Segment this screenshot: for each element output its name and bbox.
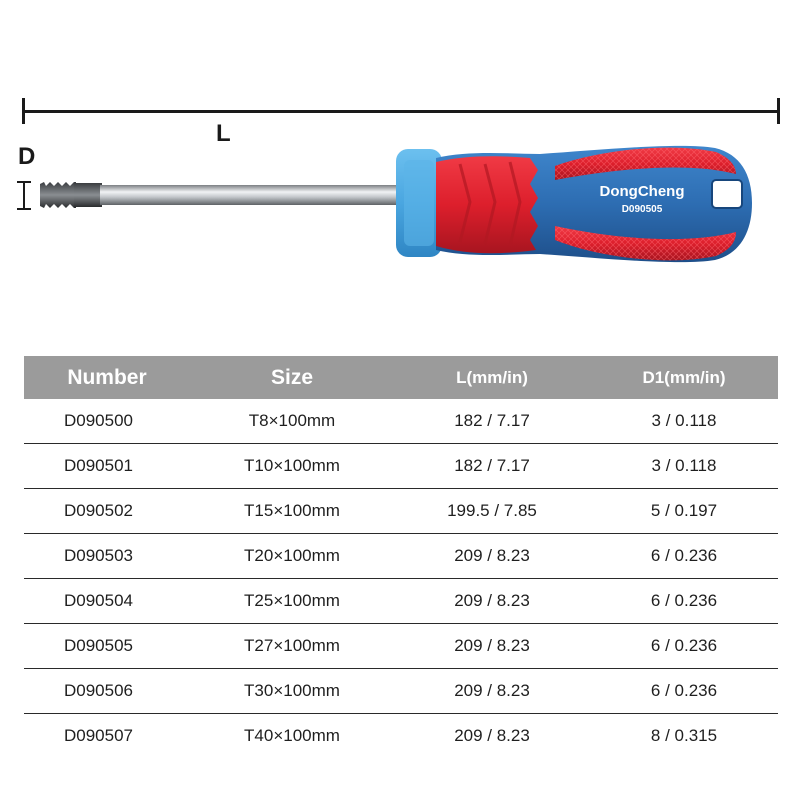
table-row — [24, 444, 778, 489]
diameter-dimension-cap-bottom — [17, 208, 31, 210]
shaft — [100, 185, 402, 205]
cell-size: T10×100mm — [190, 444, 394, 489]
table-row — [24, 714, 778, 759]
cell-length: 209 / 8.23 — [394, 714, 590, 759]
cell-size: T30×100mm — [190, 669, 394, 714]
table-row — [24, 399, 778, 444]
table-row — [24, 489, 778, 534]
brand-logo-text: DongCheng — [599, 183, 685, 200]
cell-diameter: 6 / 0.236 — [590, 624, 778, 669]
cell-length: 209 / 8.23 — [394, 669, 590, 714]
header-number: Number — [24, 356, 190, 399]
hang-hole — [712, 180, 742, 208]
cell-size: T27×100mm — [190, 624, 394, 669]
table-header-row — [24, 356, 778, 399]
cell-number: D090505 — [24, 624, 190, 669]
cell-diameter: 6 / 0.236 — [590, 669, 778, 714]
length-label: L — [216, 120, 231, 147]
cell-diameter: 5 / 0.197 — [590, 489, 778, 534]
table-row — [24, 534, 778, 579]
table-row — [24, 669, 778, 714]
table-row — [24, 624, 778, 669]
cell-size: T40×100mm — [190, 714, 394, 759]
cell-diameter: 3 / 0.118 — [590, 444, 778, 489]
cell-length: 209 / 8.23 — [394, 579, 590, 624]
front-grip — [436, 156, 538, 253]
cell-number: D090502 — [24, 489, 190, 534]
cell-length: 182 / 7.17 — [454, 411, 530, 430]
cell-length: 199.5 / 7.85 — [394, 489, 590, 534]
cell-diameter: 3 / 0.118 — [651, 411, 717, 430]
cell-size: T15×100mm — [190, 489, 394, 534]
handle-cap — [396, 149, 442, 257]
spec-table — [24, 356, 778, 758]
cell-number: D090500 — [64, 411, 134, 430]
cell-number: D090503 — [24, 534, 190, 579]
cell-number: D090504 — [24, 579, 190, 624]
cell-diameter: 6 / 0.236 — [590, 534, 778, 579]
length-dimension-cap-right — [777, 98, 780, 124]
cell-diameter: 8 / 0.315 — [590, 714, 778, 759]
diameter-dimension-line — [23, 182, 25, 210]
diameter-label: D — [18, 143, 36, 170]
header-length: L(mm/in) — [394, 356, 590, 399]
cell-number: D090507 — [24, 714, 190, 759]
torx-tip — [40, 182, 102, 208]
length-dimension-line — [24, 110, 780, 113]
cell-number: D090506 — [24, 669, 190, 714]
model-number-text: D090505 — [621, 204, 663, 215]
cell-diameter: 6 / 0.236 — [590, 579, 778, 624]
cell-number: D090501 — [24, 444, 190, 489]
screwdriver-illustration — [40, 140, 770, 270]
cell-size: T8×100mm — [248, 411, 336, 430]
cell-length: 209 / 8.23 — [394, 624, 590, 669]
cell-size: T20×100mm — [190, 534, 394, 579]
cell-length: 182 / 7.17 — [394, 444, 590, 489]
header-diameter: D1(mm/in) — [590, 356, 778, 399]
header-size: Size — [190, 356, 394, 399]
cell-size: T25×100mm — [190, 579, 394, 624]
table-row — [24, 579, 778, 624]
cell-length: 209 / 8.23 — [394, 534, 590, 579]
